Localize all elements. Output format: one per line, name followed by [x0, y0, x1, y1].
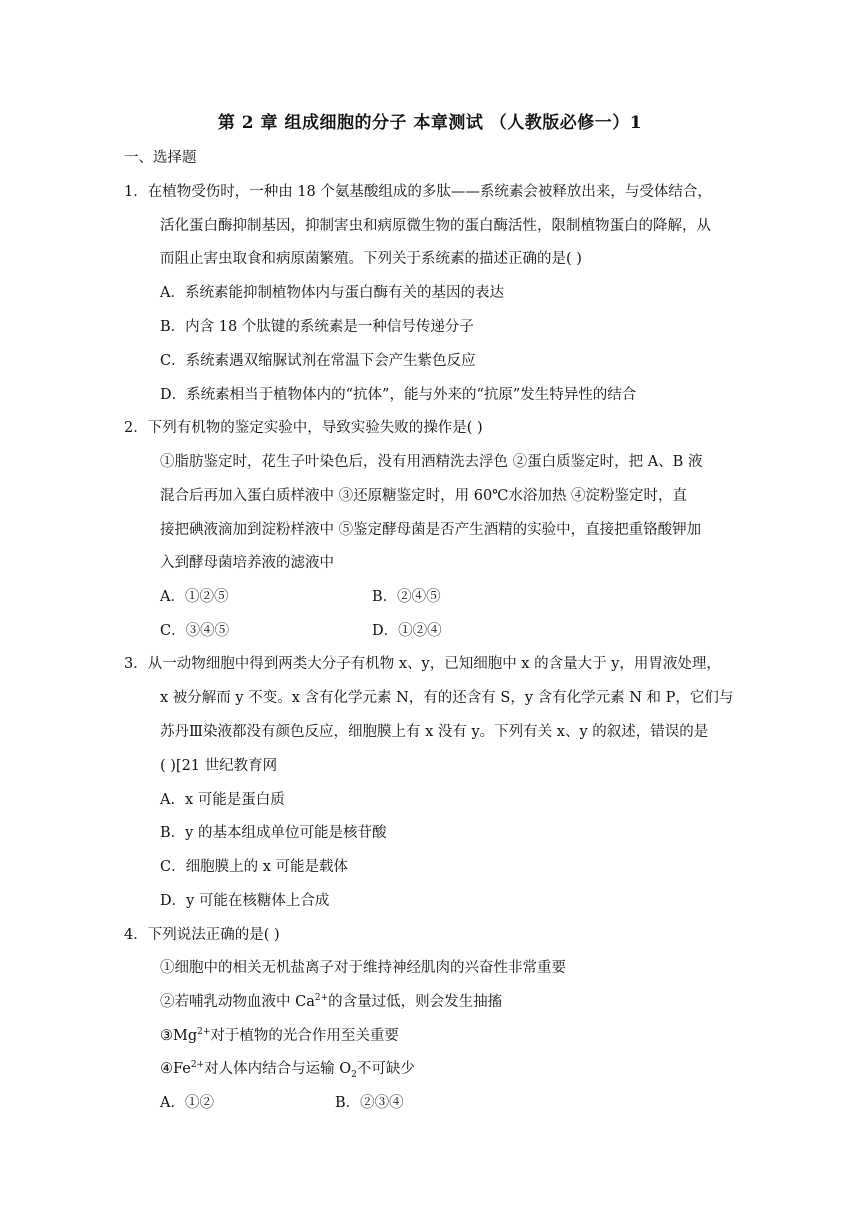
q3-stem-line-3: 苏丹Ⅲ染液都没有颜色反应，细胞膜上有 x 没有 y。下列有关 x、y 的叙述，错误的是: [160, 724, 709, 740]
q2-stem-line-2: ①脂肪鉴定时，花生子叶染色后，没有用酒精洗去浮色 ②蛋白质鉴定时，把 A、B 液: [160, 454, 703, 470]
q1-stem-line-1: 1．在植物受伤时，一种由 18 个氨基酸组成的多肽——系统素会被释放出来，与受体结合，: [124, 184, 712, 200]
q3-option-b: B．y 的基本组成单位可能是核苷酸: [160, 825, 387, 841]
document-title: 第 2 章 组成细胞的分子 本章测试 （人教版必修一）1: [217, 113, 643, 133]
q3-stem-line-2: x 被分解而 y 不变。x 含有化学元素 N，有的还含有 S，y 含有化学元素 N 和 P，它们与: [160, 690, 734, 706]
q2-option-a: A．①②⑤: [160, 589, 229, 605]
section-heading: 一、选择题: [124, 150, 197, 166]
q4-statement-2-text-a: ②若哺乳动物血液中 Ca: [160, 994, 315, 1010]
q4-statement-4-text-c: 不可缺少: [356, 1061, 415, 1077]
q1-option-b: B．内含 18 个肽键的系统素是一种信号传递分子: [160, 319, 474, 335]
q2-option-c: C．③④⑤: [160, 623, 230, 639]
q4-statement-4-superscript: 2+: [190, 1060, 205, 1071]
q4-statement-2-text-b: 的含量过低，则会发生抽搐: [328, 994, 503, 1010]
q4-statement-2-superscript: 2+: [314, 993, 329, 1004]
q4-statement-3-text-a: ③Mg: [160, 1028, 198, 1044]
q2-stem-line-4: 接把碘液滴加到淀粉样液中 ⑤鉴定酵母菌是否产生酒精的实验中，直接把重铬酸钾加: [160, 522, 702, 538]
q3-option-d: D．y 可能在核糖体上合成: [160, 893, 330, 909]
q2-stem-line-5: 入到酵母菌培养液的滤液中: [160, 555, 334, 571]
q3-option-c: C．细胞膜上的 x 可能是载体: [160, 859, 348, 875]
q2-option-d: D．①②④: [372, 623, 442, 639]
q1-option-a: A．系统素能抑制植物体内与蛋白酶有关的基因的表达: [160, 285, 504, 301]
q4-statement-4-subscript: 2: [351, 1069, 357, 1080]
q1-stem-line-3: 而阻止害虫取食和病原菌繁殖。下列关于系统素的描述正确的是( ): [160, 251, 582, 267]
q2-stem-line-3: 混合后再加入蛋白质样液中 ③还原糖鉴定时，用 60℃水浴加热 ④淀粉鉴定时，直: [160, 488, 687, 504]
q1-option-d: D．系统素相当于植物体内的“抗体”，能与外来的“抗原”发生特异性的结合: [160, 387, 637, 403]
q2-option-b: B．②④⑤: [372, 589, 441, 605]
q2-stem-line-1: 2．下列有机物的鉴定实验中，导致实验失败的操作是( ): [124, 420, 483, 436]
q3-stem-line-4: ( )[21 世纪教育网: [160, 758, 278, 774]
q4-option-a: A．①②: [160, 1095, 214, 1111]
q4-statement-1: ①细胞中的相关无机盐离子对于维持神经肌肉的兴奋性非常重要: [160, 960, 566, 976]
q1-option-c: C．系统素遇双缩脲试剂在常温下会产生紫色反应: [160, 353, 476, 369]
q4-stem-line-1: 4．下列说法正确的是( ): [124, 927, 280, 943]
q4-statement-4: [160, 1059, 415, 1079]
q4-statement-3: [160, 1026, 399, 1046]
q3-stem-line-1: 3．从一动物细胞中得到两类大分子有机物 x、y，已知细胞中 x 的含量大于 y，用胃液处理，: [124, 656, 721, 672]
q4-statement-4-text-b: 对人体内结合与运输 O: [204, 1061, 352, 1077]
q4-statement-2: [160, 992, 502, 1012]
q4-statement-3-text-b: 对于植物的光合作用至关重要: [210, 1028, 399, 1044]
q4-option-b: B．②③④: [335, 1095, 404, 1111]
q3-option-a: A．x 可能是蛋白质: [160, 792, 285, 808]
q4-statement-3-superscript: 2+: [197, 1027, 211, 1038]
q4-statement-4-text-a: ④Fe: [160, 1061, 191, 1077]
q1-stem-line-2: 活化蛋白酶抑制基因，抑制害虫和病原微生物的蛋白酶活性，限制植物蛋白的降解，从: [160, 218, 711, 234]
